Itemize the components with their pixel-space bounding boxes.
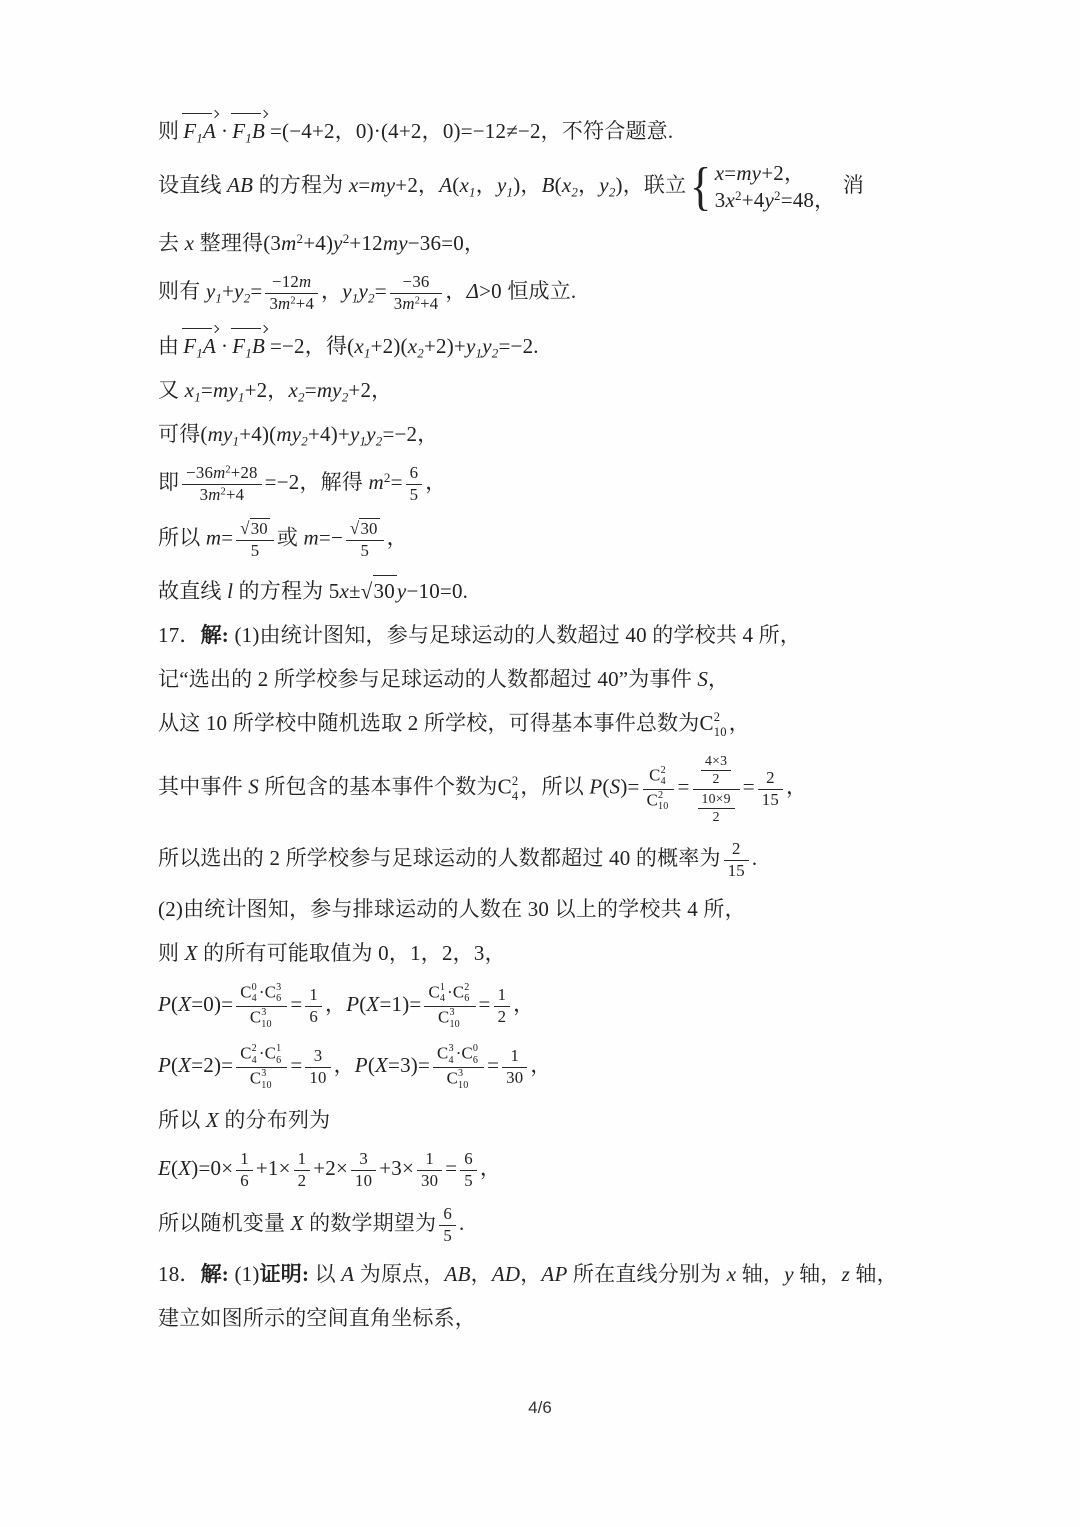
text-line-1: 则 $F_1A \cdot F_1B =(-4+2$，0)·(4+2，0)=−12≠−2，不符合题意.	[158, 112, 950, 147]
text-line-18: P(X=0)= C 0 4 ·C 3 6 C 3 10 = $\frac{1}{6}$ ，P(X=1)= C 1 4 ·C 2 6 C 3 10 = $\frac{1}{2}$ ，	[158, 981, 535, 1030]
text-line-10: 故直线 l 的方程为 5x±√30y−10=0.	[158, 575, 950, 607]
text-line-2: 设直线 AB 的方程为 x=my+2，$A(x_1$，$y_1$)，$B(x_2$，$y_2$)，联立 { x=my+2， $3x^2+4y^2=48$， 消	[158, 157, 864, 216]
text-line-17: 则 X 的所有可能取值为 0，1，2，3，	[158, 940, 506, 965]
text-line-5: 由 $F_1A \cdot F_1B =-2$，得$(x_1+2)(x_2+2)+y_1y_2=-2$.	[158, 327, 950, 362]
text-line-6: 又 $x_1=my_1+2$，$x_2=my_2+2$，	[158, 377, 393, 405]
text-line-8: 即 $\frac{-36m^2+28}{3m^2+4}$ =−2，解得 $m^2=$ $\frac{6}{5}$ ，	[158, 462, 447, 505]
text-line-4: 则有 $y_1+y_2=$ $\frac{-12m}{3m^2+4}$ ，$y_1y_2=$ $\frac{-36}{3m^2+4}$ ，Δ>0 恒成立.	[158, 271, 577, 313]
text-line-13: 从这 10 所学校中随机选取 2 所学校，可得基本事件总数为C 2 10 ，	[158, 710, 750, 739]
text-line-16: (2)由统计图知，参与排球运动的人数在 30 以上的学校共 4 所，	[158, 896, 746, 921]
text-line-3: 去 x 整理得$(3m^2+4)y^2+12my-36=0$，	[158, 230, 486, 255]
text-line-22: 所以随机变量 X 的数学期望为 $\frac{6}{5}$ .	[158, 1203, 465, 1245]
text-line-23: 18．解: (1)证明: 以 A 为原点，AB，AD，AP 所在直线分别为 x 轴，y 轴，z 轴，	[158, 1262, 898, 1287]
text-line-20: 所以 X 的分布列为	[158, 1107, 331, 1132]
page-number: 4/6	[528, 1398, 552, 1417]
text-line-21: E(X)=0× $\frac{1}{6}$ +1× $\frac{1}{2}$ +2× $\frac{3}{10}$ +3× $\frac{1}{30}$ = $\frac{6}{5}$ ，	[158, 1148, 502, 1190]
text-line-24: 建立如图所示的空间直角坐标系，	[158, 1306, 476, 1331]
text-line-14: 其中事件 S 所包含的基本事件个数为C 2 4 ，所以 P(S)= C 2 4 C 2 10 = $\frac{\frac{4\times 3}{2}}{\frac{10\times 9}{2}}$ = $\frac{2}{15}$ ，	[158, 753, 808, 824]
text-line-12: 记“选出的 2 所学校参与足球运动的人数都超过 40”为事件 S，	[158, 666, 730, 691]
text-line-15: 所以选出的 2 所学校参与足球运动的人数都超过 40 的概率为 $\frac{2}{15}$ .	[158, 838, 758, 880]
text-line-9: 所以 m= $\frac{√30}{5}$ 或 m=− $\frac{√30}{5}$ ，	[158, 518, 408, 561]
text-line-19: P(X=2)= C 2 4 ·C 1 6 C 3 10 = $\frac{3}{10}$ ，P(X=3)= C 3 4 ·C 0 6 C 3 10 = $\frac{1}{30}$ ，	[158, 1043, 552, 1091]
text-line-11: 17．解: (1)由统计图知，参与足球运动的人数超过 40 的学校共 4 所，	[158, 622, 802, 647]
text-line-7: 可得$(my_1+4)(my_2+4)+y_1y_2=-2$，	[158, 421, 439, 449]
document-body	[158, 112, 950, 1347]
